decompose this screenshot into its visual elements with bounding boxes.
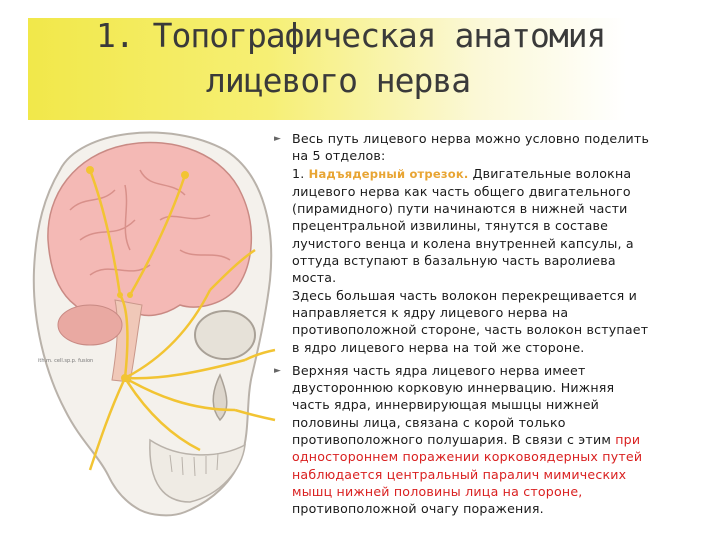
subitem-line xyxy=(292,165,704,183)
brain-hemisphere xyxy=(48,142,251,317)
cerebellum xyxy=(58,305,122,345)
bullet-item-2 xyxy=(274,362,704,518)
slide-title-line-2: лицевого нерва xyxy=(206,61,471,100)
text-emphasis-line: мышц нижней половины лица на стороне, xyxy=(292,483,583,499)
text-line: Верхняя часть ядра лицевого нерва имеет xyxy=(292,362,586,378)
slide-body xyxy=(274,130,704,518)
text-line: Весь путь лицевого нерва можно условно поделить xyxy=(292,131,650,146)
subitem-title: Надъядерный отрезок. xyxy=(308,166,469,181)
text-line: лицевого нерва как часть общего двигательного xyxy=(292,183,631,199)
triangle-right-icon: ► xyxy=(274,365,282,376)
subitem-text: Двигательные волокна xyxy=(468,165,632,181)
text-line: часть ядра, иннервирующая мышцы нижней xyxy=(292,397,600,413)
text-emphasis: при xyxy=(615,432,641,448)
text-line: прецентральной извилины, тянутся в составе xyxy=(292,218,609,234)
text-line: оттуда вступают в базальную часть варолиева xyxy=(292,253,616,269)
text-line: противоположной очагу поражения. xyxy=(292,501,544,517)
skull-brain-illustration xyxy=(20,110,280,535)
text-line: направляется к ядру лицевого нерва на xyxy=(292,304,569,320)
text-emphasis-line: наблюдается центральный паралич мимических xyxy=(292,466,627,482)
text-line: моста. xyxy=(292,270,337,286)
illustration-caption: ith.m. cell.sp.p. fusion xyxy=(38,358,94,364)
triangle-right-icon: ► xyxy=(274,134,282,144)
subitem-number: 1. xyxy=(292,165,309,181)
text-plain: противоположного полушария. В связи с этим xyxy=(292,432,616,448)
text-emphasis-line: одностороннем поражении корковоядерных путей xyxy=(292,449,643,465)
text-line: двустороннюю корковую иннервацию. Нижняя xyxy=(292,380,615,396)
text-line: половины лица, связана с корой только xyxy=(292,414,566,430)
slide-title-line-1: 1. Топографическая анатомия xyxy=(96,16,606,55)
text-line xyxy=(292,431,704,448)
text-line: (пирамидного) пути начинаются в нижней части xyxy=(292,201,628,217)
bullet-item-1 xyxy=(274,130,704,356)
text-line: на 5 отделов: xyxy=(292,148,386,164)
text-line: лучистого венца и колена внутренней капсулы, а xyxy=(292,235,634,251)
text-line: противоположной стороне, часть волокон вступает xyxy=(292,322,649,338)
text-line: в ядро лицевого нерва на той же стороне. xyxy=(292,339,585,355)
text-line: Здесь большая часть волокон перекрещивается и xyxy=(292,287,637,303)
eye-socket xyxy=(195,311,255,359)
